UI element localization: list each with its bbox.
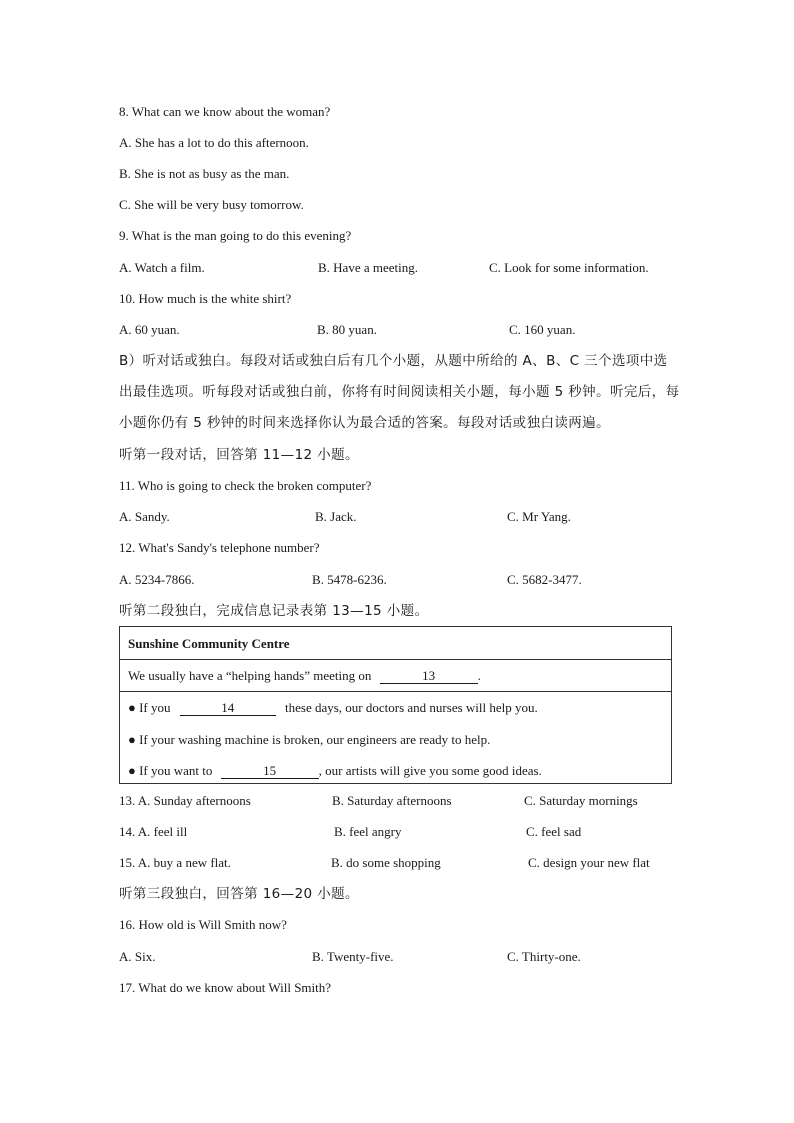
question-12-option-c: C. 5682-3477. <box>507 572 582 587</box>
question-17: 17. What do we know about Will Smith? <box>119 980 332 995</box>
question-15-option-b: B. do some shopping <box>331 855 441 870</box>
answer-blank-13: 13 <box>380 669 478 684</box>
question-11-option-b: B. Jack. <box>315 509 357 524</box>
question-9: 9. What is the man going to do this evening? <box>119 228 352 243</box>
question-9-option-a: A. Watch a film. <box>119 260 205 275</box>
question-8-option-b: B. She is not as busy as the man. <box>119 166 290 181</box>
table-row-meeting-text: We usually have a “helping hands” meeting on 13 . <box>128 668 481 683</box>
question-12: 12. What's Sandy's telephone number? <box>119 540 320 555</box>
question-9-option-b: B. Have a meeting. <box>318 260 418 275</box>
question-8-option-a: A. She has a lot to do this afternoon. <box>119 135 309 150</box>
question-13-option-a: 13. A. Sunday afternoons <box>119 793 251 808</box>
question-16: 16. How old is Will Smith now? <box>119 917 287 932</box>
question-12-option-b: B. 5478-6236. <box>312 572 387 587</box>
question-13-option-c: C. Saturday mornings <box>524 793 638 808</box>
question-9-option-c: C. Look for some information. <box>489 260 649 275</box>
question-11-option-a: A. Sandy. <box>119 509 170 524</box>
table-bullet-1: ● If you 14 these days, our doctors and nurses will help you. <box>128 700 538 715</box>
part1-intro: 听第一段对话，回答第 11—12 小题。 <box>119 447 359 463</box>
question-10-option-b: B. 80 yuan. <box>317 322 377 337</box>
question-12-option-a: A. 5234-7866. <box>119 572 195 587</box>
table-title-row <box>120 627 671 660</box>
table-row-services <box>120 692 671 784</box>
answer-blank-15: 15 <box>221 764 319 779</box>
table-title: Sunshine Community Centre <box>128 636 290 651</box>
section-b-instruction-line3: 小题你仍有 5 秒钟的时间来选择你认为最合适的答案。每段对话或独白读两遍。 <box>119 415 610 431</box>
question-10-option-c: C. 160 yuan. <box>509 322 576 337</box>
section-b-instruction-line1: B）听对话或独白。每段对话或独白后有几个小题，从题中所给的 A、B、C 三个选项中选 <box>119 353 668 369</box>
question-11: 11. Who is going to check the broken computer? <box>119 478 372 493</box>
table-bullet-3: ● If you want to 15 , our artists will give you some good ideas. <box>128 763 542 778</box>
info-record-table <box>119 626 672 784</box>
question-11-option-c: C. Mr Yang. <box>507 509 571 524</box>
table-row-meeting <box>120 660 671 692</box>
question-15-option-a: 15. A. buy a new flat. <box>119 855 231 870</box>
part2-intro: 听第二段独白，完成信息记录表第 13—15 小题。 <box>119 603 429 619</box>
part3-intro: 听第三段独白，回答第 16—20 小题。 <box>119 886 359 902</box>
question-16-option-a: A. Six. <box>119 949 156 964</box>
question-8: 8. What can we know about the woman? <box>119 104 331 119</box>
question-10-option-a: A. 60 yuan. <box>119 322 180 337</box>
question-8-option-c: C. She will be very busy tomorrow. <box>119 197 304 212</box>
question-15-option-c: C. design your new flat <box>528 855 650 870</box>
question-10: 10. How much is the white shirt? <box>119 291 292 306</box>
section-b-instruction-line2: 出最佳选项。听每段对话或独白前，你将有时间阅读相关小题，每小题 5 秒钟。听完后，每 <box>119 384 680 400</box>
answer-blank-14: 14 <box>180 701 276 716</box>
table-bullet-2: ● If your washing machine is broken, our engineers are ready to help. <box>128 732 491 747</box>
question-14-option-c: C. feel sad <box>526 824 582 839</box>
question-14-option-a: 14. A. feel ill <box>119 824 188 839</box>
question-14-option-b: B. feel angry <box>334 824 402 839</box>
question-13-option-b: B. Saturday afternoons <box>332 793 452 808</box>
question-16-option-b: B. Twenty-five. <box>312 949 394 964</box>
question-16-option-c: C. Thirty-one. <box>507 949 581 964</box>
